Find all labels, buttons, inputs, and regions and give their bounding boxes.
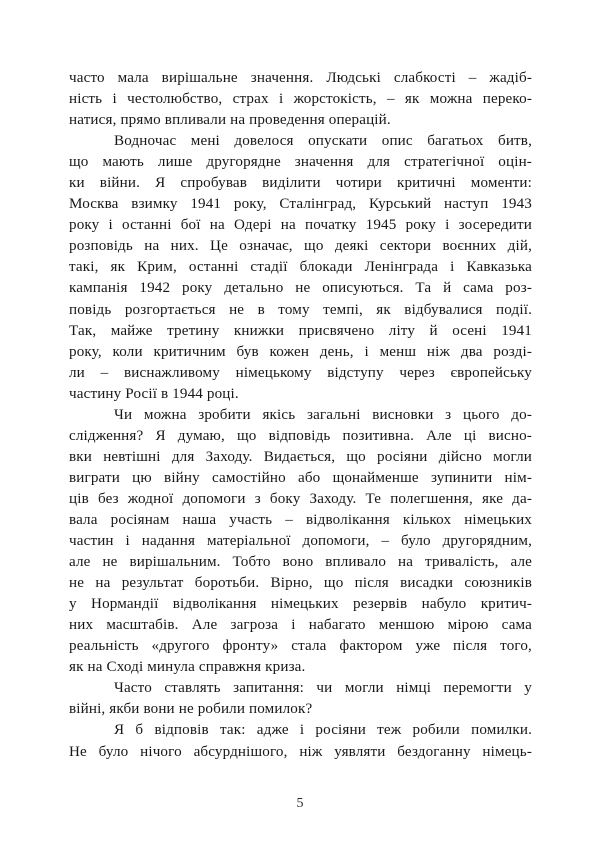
text-line: слідження? Я думаю, що відповідь позитивна. Але ці висно-: [69, 427, 532, 444]
text-line: ність і честолюбство, страх і жорстокість, – як можна переко-: [69, 91, 532, 108]
text-line: що мають лише другорядне значення для стратегічної оцін-: [69, 154, 532, 171]
text-line: повідь розгортається не в тому темпі, як відбувалися події.: [69, 301, 532, 318]
text-line: вала росіянам наша участь – відволікання кількох німецьких: [69, 511, 532, 528]
paragraph-2: [69, 131, 532, 405]
text-line: Так, майже третину книжки присвячено літу й осені 1941: [69, 322, 532, 339]
text-line: ки війни. Я спробував виділити чотири критичні моменти:: [69, 175, 532, 192]
page-number: 5: [296, 796, 304, 811]
text-line: але не вирішальним. Тобто воно впливало на тривалість, але: [69, 554, 532, 571]
text-line: натися, прямо впливали на проведення операцій.: [69, 112, 391, 129]
page-text-block: [69, 68, 532, 763]
text-line: не на результат боротьби. Вірно, що після висадки союзників: [69, 575, 532, 592]
text-line: Москва взимку 1941 року, Сталінград, Курський наступ 1943: [69, 196, 532, 213]
text-line: ців без жодної допомоги з боку Заходу. Те полегшення, яке да-: [69, 490, 532, 507]
text-line: Водночас мені довелося опускати опис багатьох битв,: [114, 133, 532, 150]
text-line: Часто ставлять запитання: чи могли німці перемогти у: [114, 680, 532, 697]
text-line: ли – виснажливому німецькому відступу через європейську: [69, 364, 532, 381]
paragraph-4: [69, 678, 532, 720]
text-line: Не було нічого абсурднішого, ніж уявляти бездоганну німець-: [69, 743, 532, 760]
paragraph-1: [69, 68, 532, 131]
text-line: як на Сході минула справжня криза.: [69, 659, 306, 676]
text-line: у Нормандії відволікання німецьких резервів набуло критич-: [69, 596, 532, 613]
text-line: реальність «другого фронту» стала фактором уже після того,: [69, 638, 532, 655]
text-line: Чи можна зробити якісь загальні висновки з цього до-: [114, 406, 532, 423]
paragraph-5: [69, 720, 532, 762]
paragraph-3: [69, 405, 532, 679]
text-line: Я б відповів так: адже і росіяни теж робили помилки.: [114, 722, 532, 739]
text-line: такі, як Крим, останні стадії блокади Ленінграда і Кавказька: [69, 259, 532, 276]
text-line: них масштабів. Але загроза і набагато меншою мірою сама: [69, 617, 532, 634]
text-line: кампанія 1942 року детально не описуються. Та й сама роз-: [69, 280, 532, 297]
text-line: розповідь на них. Це означає, що деякі сектори воєнних дій,: [69, 238, 532, 255]
text-line: війні, якби вони не робили помилок?: [69, 701, 313, 718]
text-line: частин і надання матеріальної допомоги, – було другорядним,: [69, 533, 532, 550]
text-line: вки невтішні для Заходу. Видається, що росіяни дійсно могли: [69, 448, 532, 465]
text-line: року і останні бої на Одері на початку 1945 року і зосередити: [69, 217, 532, 234]
text-line: часто мала вирішальне значення. Людські слабкості – жадіб-: [69, 70, 532, 86]
text-line: виграти цю війну самостійно або щонайменше зупинити нім-: [69, 469, 532, 486]
text-line: частину Росії в 1944 році.: [69, 385, 239, 402]
text-line: року, коли критичним був кожен день, і менш ніж два розді-: [69, 343, 532, 360]
